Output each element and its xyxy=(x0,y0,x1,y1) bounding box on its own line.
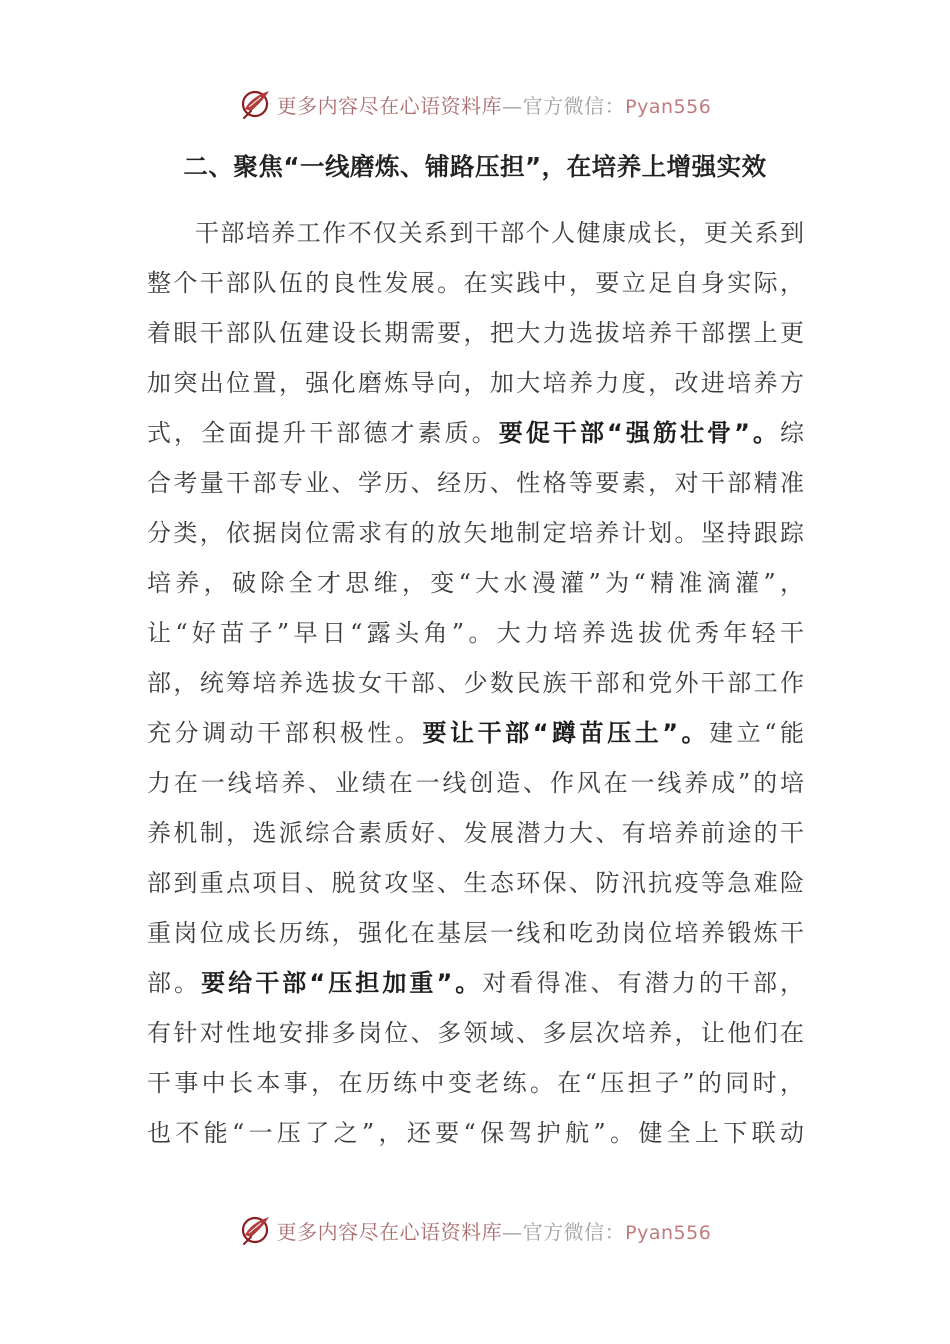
text-line xyxy=(147,558,804,608)
banner-slogan: 更多内容尽在心语资料库 xyxy=(276,1219,503,1244)
banner-separator: — xyxy=(502,93,523,118)
text-line xyxy=(147,508,804,558)
text-line xyxy=(147,758,804,808)
text-line xyxy=(147,608,804,658)
text-segment: 部。 xyxy=(147,969,202,997)
text-segment: 充分调动干部积极性。 xyxy=(147,719,423,747)
text-line xyxy=(147,308,804,358)
text-line xyxy=(147,1008,804,1058)
text-segment: 干事中长本事，在历练中变老练。在“压担子”的同时， xyxy=(147,1069,804,1097)
text-line xyxy=(147,358,804,408)
banner-slogan: 更多内容尽在心语资料库 xyxy=(276,93,503,118)
text-segment: 合考量干部专业、学历、经历、性格等要素，对干部精准 xyxy=(147,469,804,497)
text-segment: 干部培养工作不仅关系到干部个人健康成长，更关系到 xyxy=(195,219,804,247)
text-segment: 让“好苗子”早日“露头角”。大力培养选拔优秀年轻干 xyxy=(147,619,804,647)
body-paragraph xyxy=(147,208,804,1158)
banner-text xyxy=(277,1216,712,1245)
text-line xyxy=(147,908,804,958)
text-line xyxy=(147,1058,804,1108)
banner-text xyxy=(277,90,712,119)
text-line xyxy=(147,1108,804,1158)
footer-watermark-banner xyxy=(0,1210,950,1250)
banner-wechat-label: 官方微信： xyxy=(522,1219,626,1244)
text-segment: 力在一线培养、业绩在一线创造、作风在一线养成”的培 xyxy=(147,769,804,797)
text-line xyxy=(147,258,804,308)
text-segment: 着眼干部队伍建设长期需要，把大力选拔培养干部摆上更 xyxy=(147,319,804,347)
banner-wechat-id: Pyan556 xyxy=(625,1221,712,1244)
text-segment: 分类，依据岗位需求有的放矢地制定培养计划。坚持跟踪 xyxy=(147,519,804,547)
text-line xyxy=(147,458,804,508)
text-segment: 养机制，选派综合素质好、发展潜力大、有培养前途的干 xyxy=(147,819,804,847)
text-line xyxy=(147,858,804,908)
text-segment: 部，统筹培养选拔女干部、少数民族干部和党外干部工作 xyxy=(147,669,804,697)
quill-pen-logo-icon xyxy=(239,1213,273,1247)
text-line xyxy=(147,208,804,258)
text-segment: 加突出位置，强化磨炼导向，加大培养力度，改进培养方 xyxy=(147,369,804,397)
text-segment: 建立“能 xyxy=(709,719,805,747)
text-segment: 部到重点项目、脱贫攻坚、生态环保、防汛抗疫等急难险 xyxy=(147,869,804,897)
text-segment: 有针对性地安排多岗位、多领域、多层次培养，让他们在 xyxy=(147,1019,804,1047)
emphasis-phrase: 要促干部“强筋壮骨”。 xyxy=(498,419,781,447)
text-line xyxy=(147,808,804,858)
banner-separator: — xyxy=(502,1219,523,1244)
section-heading: 二、聚焦“一线磨炼、铺路压担”，在培养上增强实效 xyxy=(183,152,767,181)
banner-wechat-label: 官方微信： xyxy=(522,93,626,118)
text-line xyxy=(147,658,804,708)
banner-wechat-id: Pyan556 xyxy=(625,95,712,118)
text-segment: 重岗位成长历练，强化在基层一线和吃劲岗位培养锻炼干 xyxy=(147,919,804,947)
text-line xyxy=(147,958,804,1008)
text-segment: 综 xyxy=(780,419,805,447)
quill-pen-logo-icon xyxy=(239,87,273,121)
text-segment: 培养，破除全才思维，变“大水漫灌”为“精准滴灌”， xyxy=(147,569,804,597)
header-watermark-banner xyxy=(0,84,950,124)
text-line xyxy=(147,708,804,758)
text-segment: 也不能“一压了之”，还要“保驾护航”。健全上下联动 xyxy=(147,1119,804,1147)
text-segment: 对看得准、有潜力的干部， xyxy=(482,969,805,997)
emphasis-phrase: 要给干部“压担加重”。 xyxy=(201,969,483,997)
text-line xyxy=(147,408,804,458)
text-segment: 式，全面提升干部德才素质。 xyxy=(147,419,499,447)
text-segment: 整个干部队伍的良性发展。在实践中，要立足自身实际， xyxy=(147,269,804,297)
emphasis-phrase: 要让干部“蹲苗压土”。 xyxy=(422,719,710,747)
